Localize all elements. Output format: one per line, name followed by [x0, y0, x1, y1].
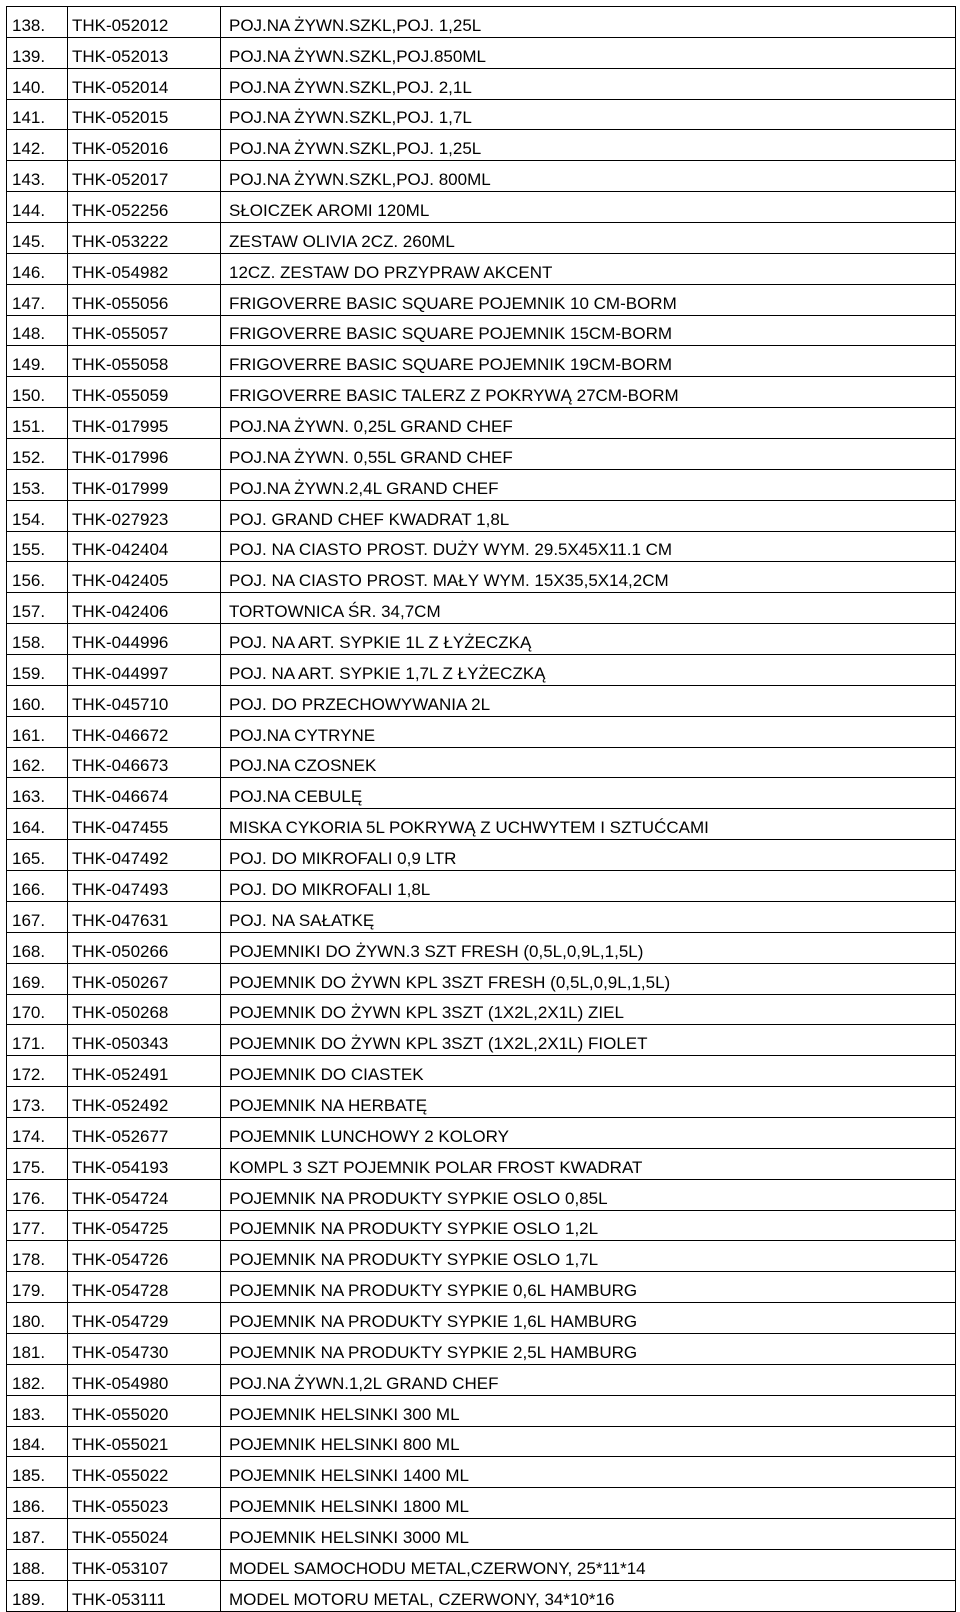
row-number: 177. — [7, 1210, 68, 1241]
product-name: POJ. NA CIASTO PROST. MAŁY WYM. 15X35,5X14,2CM — [221, 562, 956, 593]
product-name: SŁOICZEK AROMI 120ML — [221, 192, 956, 223]
product-name: POJEMNIK NA PRODUKTY SYPKIE OSLO 1,7L — [221, 1241, 956, 1272]
product-name: POJEMNIKI DO ŻYWN.3 SZT FRESH (0,5L,0,9L,1,5L) — [221, 932, 956, 963]
product-name: POJ. DO PRZECHOWYWANIA 2L — [221, 685, 956, 716]
row-number: 154. — [7, 500, 68, 531]
product-code: THK-052016 — [68, 130, 221, 161]
row-number: 155. — [7, 531, 68, 562]
product-code: THK-054726 — [68, 1241, 221, 1272]
table-row — [7, 685, 956, 716]
product-name: POJEMNIK NA PRODUKTY SYPKIE 1,6L HAMBURG — [221, 1303, 956, 1334]
table-row — [7, 871, 956, 902]
product-code: THK-054729 — [68, 1303, 221, 1334]
row-number: 149. — [7, 346, 68, 377]
table-row — [7, 439, 956, 470]
product-code: THK-047493 — [68, 871, 221, 902]
row-number: 186. — [7, 1488, 68, 1519]
row-number: 184. — [7, 1426, 68, 1457]
table-row — [7, 469, 956, 500]
row-number: 157. — [7, 593, 68, 624]
row-number: 140. — [7, 68, 68, 99]
product-code: THK-050268 — [68, 994, 221, 1025]
row-number: 178. — [7, 1241, 68, 1272]
product-code: THK-052492 — [68, 1087, 221, 1118]
product-name: POJEMNIK NA PRODUKTY SYPKIE OSLO 1,2L — [221, 1210, 956, 1241]
product-code: THK-027923 — [68, 500, 221, 531]
product-name: POJEMNIK HELSINKI 3000 ML — [221, 1519, 956, 1550]
row-number: 173. — [7, 1087, 68, 1118]
product-name: POJEMNIK HELSINKI 1400 ML — [221, 1457, 956, 1488]
table-row — [7, 223, 956, 254]
product-code: THK-050343 — [68, 1025, 221, 1056]
product-name: POJEMNIK NA HERBATĘ — [221, 1087, 956, 1118]
product-name: POJ. DO MIKROFALI 1,8L — [221, 871, 956, 902]
product-code: THK-054728 — [68, 1272, 221, 1303]
product-code: THK-046674 — [68, 778, 221, 809]
row-number: 166. — [7, 871, 68, 902]
row-number: 164. — [7, 809, 68, 840]
row-number: 171. — [7, 1025, 68, 1056]
table-row — [7, 1364, 956, 1395]
row-number: 138. — [7, 7, 68, 38]
table-row — [7, 1087, 956, 1118]
table-row — [7, 1025, 956, 1056]
table-row — [7, 1148, 956, 1179]
product-code: THK-042406 — [68, 593, 221, 624]
product-name: KOMPL 3 SZT POJEMNIK POLAR FROST KWADRAT — [221, 1148, 956, 1179]
table-row — [7, 1303, 956, 1334]
table-row — [7, 809, 956, 840]
product-name: POJ. GRAND CHEF KWADRAT 1,8L — [221, 500, 956, 531]
product-name: POJ.NA ŻYWN.SZKL,POJ. 1,7L — [221, 99, 956, 130]
product-name: POJEMNIK HELSINKI 1800 ML — [221, 1488, 956, 1519]
product-name: POJEMNIK NA PRODUKTY SYPKIE OSLO 0,85L — [221, 1179, 956, 1210]
product-name: POJEMNIK NA PRODUKTY SYPKIE 2,5L HAMBURG — [221, 1333, 956, 1364]
product-code: THK-054730 — [68, 1333, 221, 1364]
product-code: THK-053111 — [68, 1580, 221, 1611]
product-name: 12CZ. ZESTAW DO PRZYPRAW AKCENT — [221, 253, 956, 284]
product-name: POJ.NA ŻYWN.SZKL,POJ. 2,1L — [221, 68, 956, 99]
product-name: MODEL MOTORU METAL, CZERWONY, 34*10*16 — [221, 1580, 956, 1611]
product-name: POJ.NA ŻYWN.1,2L GRAND CHEF — [221, 1364, 956, 1395]
table-row — [7, 624, 956, 655]
product-code: THK-052677 — [68, 1117, 221, 1148]
row-number: 153. — [7, 469, 68, 500]
table-row — [7, 315, 956, 346]
table-row — [7, 1549, 956, 1580]
row-number: 148. — [7, 315, 68, 346]
product-name: POJ. NA ART. SYPKIE 1L Z ŁYŻECZKĄ — [221, 624, 956, 655]
row-number: 180. — [7, 1303, 68, 1334]
table-row — [7, 500, 956, 531]
product-code: THK-017995 — [68, 408, 221, 439]
product-name: POJ.NA ŻYWN.2,4L GRAND CHEF — [221, 469, 956, 500]
row-number: 170. — [7, 994, 68, 1025]
product-name: POJ.NA ŻYWN.SZKL,POJ. 1,25L — [221, 130, 956, 161]
row-number: 167. — [7, 901, 68, 932]
product-code: THK-052256 — [68, 192, 221, 223]
row-number: 181. — [7, 1333, 68, 1364]
table-row — [7, 37, 956, 68]
product-code: THK-050267 — [68, 963, 221, 994]
product-name: POJEMNIK HELSINKI 300 ML — [221, 1395, 956, 1426]
product-code: THK-047455 — [68, 809, 221, 840]
table-row — [7, 655, 956, 686]
table-row — [7, 932, 956, 963]
table-row — [7, 284, 956, 315]
product-name: POJ.NA CZOSNEK — [221, 747, 956, 778]
table-row — [7, 99, 956, 130]
product-code: THK-054725 — [68, 1210, 221, 1241]
table-row — [7, 192, 956, 223]
product-code: THK-054980 — [68, 1364, 221, 1395]
row-number: 156. — [7, 562, 68, 593]
product-code: THK-055056 — [68, 284, 221, 315]
row-number: 150. — [7, 377, 68, 408]
product-code: THK-052012 — [68, 7, 221, 38]
table-row — [7, 1395, 956, 1426]
product-table-body — [7, 7, 956, 1612]
table-row — [7, 68, 956, 99]
table-row — [7, 130, 956, 161]
row-number: 188. — [7, 1549, 68, 1580]
product-code: THK-054724 — [68, 1179, 221, 1210]
product-code: THK-042405 — [68, 562, 221, 593]
table-row — [7, 408, 956, 439]
product-code: THK-055021 — [68, 1426, 221, 1457]
product-name: POJEMNIK HELSINKI 800 ML — [221, 1426, 956, 1457]
product-name: POJEMNIK DO CIASTEK — [221, 1056, 956, 1087]
product-name: POJ.NA ŻYWN.SZKL,POJ.850ML — [221, 37, 956, 68]
product-name: POJEMNIK DO ŻYWN KPL 3SZT FRESH (0,5L,0,9L,1,5L) — [221, 963, 956, 994]
product-code: THK-054982 — [68, 253, 221, 284]
product-table — [6, 6, 956, 1612]
row-number: 187. — [7, 1519, 68, 1550]
product-name: POJEMNIK LUNCHOWY 2 KOLORY — [221, 1117, 956, 1148]
table-row — [7, 1210, 956, 1241]
row-number: 175. — [7, 1148, 68, 1179]
product-code: THK-055024 — [68, 1519, 221, 1550]
table-row — [7, 963, 956, 994]
product-code: THK-046672 — [68, 716, 221, 747]
product-name: POJEMNIK DO ŻYWN KPL 3SZT (1X2L,2X1L) ZIEL — [221, 994, 956, 1025]
table-row — [7, 716, 956, 747]
row-number: 161. — [7, 716, 68, 747]
row-number: 182. — [7, 1364, 68, 1395]
row-number: 185. — [7, 1457, 68, 1488]
table-row — [7, 1426, 956, 1457]
product-code: THK-050266 — [68, 932, 221, 963]
product-name: POJ. DO MIKROFALI 0,9 LTR — [221, 840, 956, 871]
row-number: 145. — [7, 223, 68, 254]
table-row — [7, 346, 956, 377]
product-code: THK-052013 — [68, 37, 221, 68]
product-name: POJ. NA ART. SYPKIE 1,7L Z ŁYŻECZKĄ — [221, 655, 956, 686]
product-name: POJ.NA CYTRYNE — [221, 716, 956, 747]
product-code: THK-053222 — [68, 223, 221, 254]
product-name: POJEMNIK DO ŻYWN KPL 3SZT (1X2L,2X1L) FIOLET — [221, 1025, 956, 1056]
product-name: FRIGOVERRE BASIC SQUARE POJEMNIK 19CM-BORM — [221, 346, 956, 377]
table-row — [7, 778, 956, 809]
product-name: POJ.NA CEBULĘ — [221, 778, 956, 809]
row-number: 146. — [7, 253, 68, 284]
table-row — [7, 593, 956, 624]
product-code: THK-044996 — [68, 624, 221, 655]
row-number: 176. — [7, 1179, 68, 1210]
row-number: 151. — [7, 408, 68, 439]
row-number: 144. — [7, 192, 68, 223]
table-row — [7, 1272, 956, 1303]
row-number: 141. — [7, 99, 68, 130]
product-name: POJEMNIK NA PRODUKTY SYPKIE 0,6L HAMBURG — [221, 1272, 956, 1303]
table-row — [7, 1117, 956, 1148]
table-row — [7, 562, 956, 593]
table-row — [7, 7, 956, 38]
row-number: 168. — [7, 932, 68, 963]
product-code: THK-046673 — [68, 747, 221, 778]
product-name: POJ.NA ŻYWN. 0,25L GRAND CHEF — [221, 408, 956, 439]
row-number: 147. — [7, 284, 68, 315]
product-name: POJ. NA CIASTO PROST. DUŻY WYM. 29.5X45X11.1 CM — [221, 531, 956, 562]
product-name: MODEL SAMOCHODU METAL,CZERWONY, 25*11*14 — [221, 1549, 956, 1580]
row-number: 142. — [7, 130, 68, 161]
table-row — [7, 1241, 956, 1272]
row-number: 152. — [7, 439, 68, 470]
row-number: 174. — [7, 1117, 68, 1148]
product-code: THK-055059 — [68, 377, 221, 408]
row-number: 163. — [7, 778, 68, 809]
product-name: POJ. NA SAŁATKĘ — [221, 901, 956, 932]
row-number: 189. — [7, 1580, 68, 1611]
product-code: THK-017996 — [68, 439, 221, 470]
product-name: POJ.NA ŻYWN.SZKL,POJ. 800ML — [221, 161, 956, 192]
table-row — [7, 253, 956, 284]
product-code: THK-053107 — [68, 1549, 221, 1580]
product-code: THK-055057 — [68, 315, 221, 346]
table-row — [7, 161, 956, 192]
product-name: POJ.NA ŻYWN.SZKL,POJ. 1,25L — [221, 7, 956, 38]
table-row — [7, 1056, 956, 1087]
product-code: THK-047631 — [68, 901, 221, 932]
row-number: 139. — [7, 37, 68, 68]
row-number: 143. — [7, 161, 68, 192]
row-number: 169. — [7, 963, 68, 994]
row-number: 172. — [7, 1056, 68, 1087]
row-number: 162. — [7, 747, 68, 778]
product-code: THK-045710 — [68, 685, 221, 716]
product-code: THK-055058 — [68, 346, 221, 377]
row-number: 165. — [7, 840, 68, 871]
row-number: 160. — [7, 685, 68, 716]
product-code: THK-052015 — [68, 99, 221, 130]
table-row — [7, 840, 956, 871]
product-code: THK-042404 — [68, 531, 221, 562]
table-row — [7, 901, 956, 932]
product-code: THK-052491 — [68, 1056, 221, 1087]
row-number: 183. — [7, 1395, 68, 1426]
product-code: THK-054193 — [68, 1148, 221, 1179]
product-name: FRIGOVERRE BASIC SQUARE POJEMNIK 15CM-BORM — [221, 315, 956, 346]
table-row — [7, 747, 956, 778]
product-code: THK-055022 — [68, 1457, 221, 1488]
table-row — [7, 1519, 956, 1550]
product-name: FRIGOVERRE BASIC TALERZ Z POKRYWĄ 27CM-BORM — [221, 377, 956, 408]
table-row — [7, 1179, 956, 1210]
table-row — [7, 994, 956, 1025]
product-code: THK-017999 — [68, 469, 221, 500]
product-code: THK-052017 — [68, 161, 221, 192]
product-code: THK-047492 — [68, 840, 221, 871]
product-name: FRIGOVERRE BASIC SQUARE POJEMNIK 10 CM-BORM — [221, 284, 956, 315]
product-code: THK-055023 — [68, 1488, 221, 1519]
product-code: THK-052014 — [68, 68, 221, 99]
table-row — [7, 1488, 956, 1519]
row-number: 158. — [7, 624, 68, 655]
table-row — [7, 1580, 956, 1611]
product-code: THK-044997 — [68, 655, 221, 686]
row-number: 179. — [7, 1272, 68, 1303]
table-row — [7, 377, 956, 408]
product-name: MISKA CYKORIA 5L POKRYWĄ Z UCHWYTEM I SZTUĆCAMI — [221, 809, 956, 840]
table-row — [7, 531, 956, 562]
product-name: POJ.NA ŻYWN. 0,55L GRAND CHEF — [221, 439, 956, 470]
table-row — [7, 1333, 956, 1364]
row-number: 159. — [7, 655, 68, 686]
table-row — [7, 1457, 956, 1488]
product-name: TORTOWNICA ŚR. 34,7CM — [221, 593, 956, 624]
product-name: ZESTAW OLIVIA 2CZ. 260ML — [221, 223, 956, 254]
product-code: THK-055020 — [68, 1395, 221, 1426]
